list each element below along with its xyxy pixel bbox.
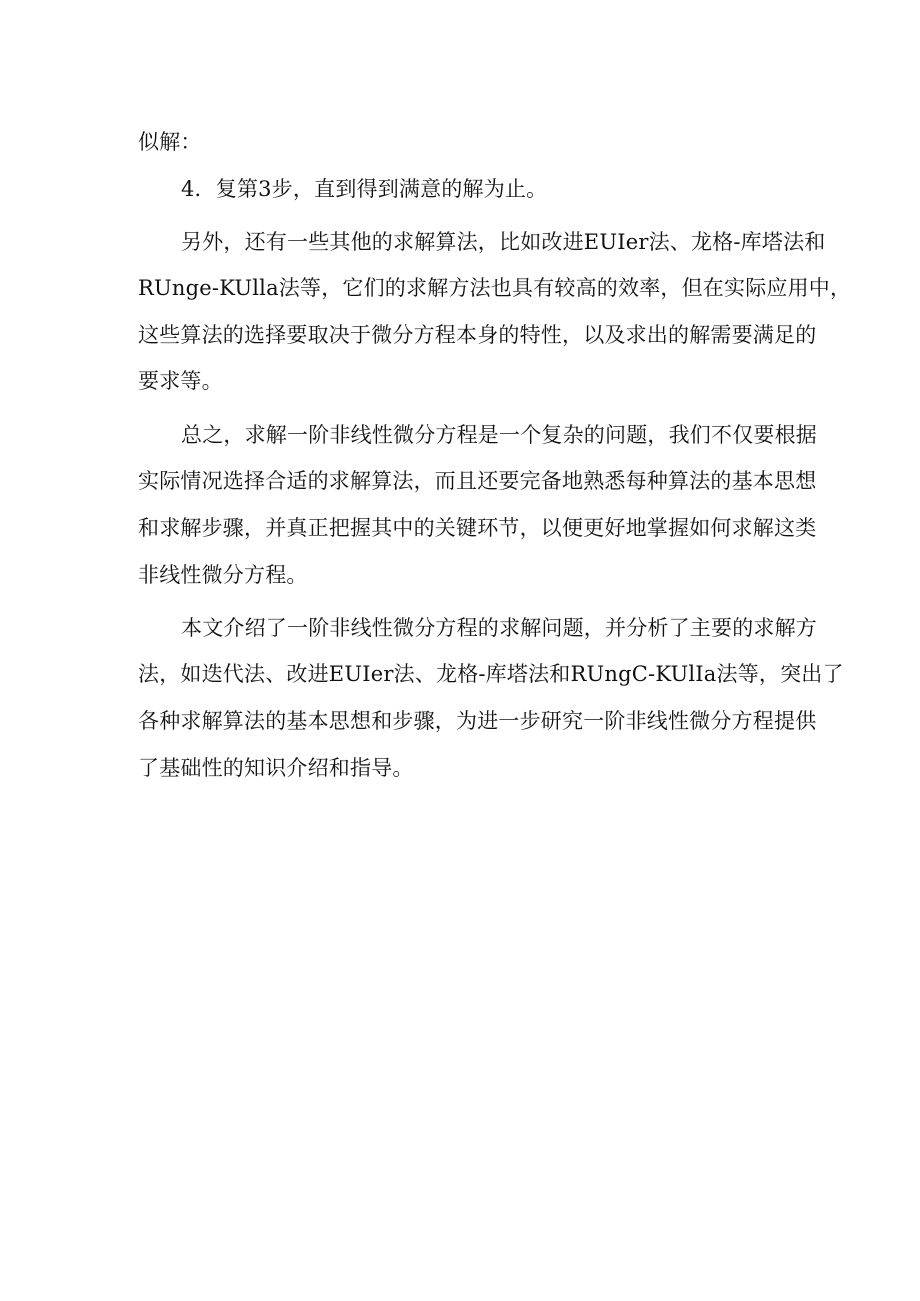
text-line: 各种求解算法的基本思想和步骤，为进一步研究一阶非线性微分方程提供 [138, 709, 817, 733]
text-line: 要求等。 [138, 369, 223, 393]
text-line: 本文介绍了一阶非线性微分方程的求解问题，并分析了主要的求解方 [181, 616, 817, 640]
text-line: 非线性微分方程。 [138, 563, 308, 587]
text-line: 和求解步骤，并真正把握其中的关键环节，以便更好地掌握如何求解这类 [138, 516, 817, 540]
text-line: 了基础性的知识介绍和指导。 [138, 756, 414, 780]
text-line: 法，如迭代法、改进EUIer法、龙格-库塔法和RUngC-KUlIa法等，突出了 [138, 662, 844, 686]
text-line: 总之，求解一阶非线性微分方程是一个复杂的问题，我们不仅要根据 [181, 423, 817, 447]
text-line: 似解： [138, 130, 202, 154]
text-line: 这些算法的选择要取决于微分方程本身的特性，以及求出的解需要满足的 [138, 323, 817, 347]
text-line: 另外，还有一些其他的求解算法，比如改进EUIer法、龙格-库塔法和 [181, 230, 826, 254]
text-line: 实际情况选择合适的求解算法，而且还要完备地熟悉每种算法的基本思想 [138, 469, 817, 493]
text-line: RUnge-KUlla法等，它们的求解方法也具有较高的效率，但在实际应用中， [138, 276, 852, 300]
text-line: 4．复第3步，直到得到满意的解为止。 [181, 177, 548, 201]
